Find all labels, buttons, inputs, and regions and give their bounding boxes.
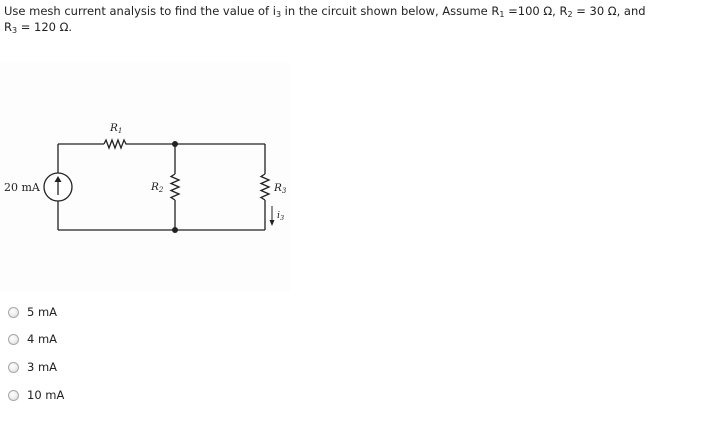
radio-button[interactable] <box>8 390 19 401</box>
question-segment: Use mesh current analysis to find the value of i <box>4 4 276 18</box>
r1-label-sub: 1 <box>117 127 123 135</box>
question-segment: = 30 Ω, and <box>572 4 646 18</box>
question-subscript: 3 <box>12 26 18 35</box>
question-subscript: 3 <box>275 10 282 19</box>
r3-label <box>273 182 287 195</box>
i3-label-sub: 3 <box>280 214 285 222</box>
resistor-r2 <box>171 174 179 200</box>
circuit-diagram <box>0 62 290 292</box>
option-label: 3 mA <box>27 360 58 374</box>
question-segment: = 120 Ω. <box>17 20 73 34</box>
option-3[interactable] <box>8 357 128 377</box>
r1-label <box>109 122 122 135</box>
r2-label-sub: 2 <box>158 186 164 194</box>
radio-button[interactable] <box>8 362 19 373</box>
i3-label <box>277 210 284 222</box>
option-4[interactable] <box>8 385 128 405</box>
resistor-r3 <box>261 174 269 200</box>
option-label: 10 mA <box>27 388 65 402</box>
question-subscript: 2 <box>567 10 573 19</box>
r3-label-sub: 3 <box>281 187 287 195</box>
question-text <box>4 3 704 35</box>
current-arrow-head-icon <box>270 220 275 226</box>
source-label: 20 mA <box>4 181 40 194</box>
circuit-figure <box>0 62 290 292</box>
junction-bottom <box>172 227 178 233</box>
question-line-1 <box>4 3 704 19</box>
question-segment: =100 Ω, R <box>504 4 568 18</box>
r3-label-main: R <box>274 182 282 194</box>
option-label: 5 mA <box>27 305 58 319</box>
question-segment: R <box>4 20 12 34</box>
resistor-r1 <box>104 140 128 148</box>
junction-top <box>172 141 178 147</box>
r2-label-main: R <box>151 181 159 193</box>
i3-label-main: i <box>277 210 281 221</box>
r1-label-main: R <box>110 122 118 134</box>
radio-button[interactable] <box>8 334 19 345</box>
radio-button[interactable] <box>8 307 19 318</box>
option-1[interactable] <box>8 302 128 322</box>
option-label: 4 mA <box>27 332 58 346</box>
option-2[interactable] <box>8 329 128 349</box>
r2-label <box>150 181 164 194</box>
question-segment: in the circuit shown below, Assume R <box>281 4 500 18</box>
question-subscript: 1 <box>499 10 505 19</box>
question-line-2 <box>4 19 704 35</box>
